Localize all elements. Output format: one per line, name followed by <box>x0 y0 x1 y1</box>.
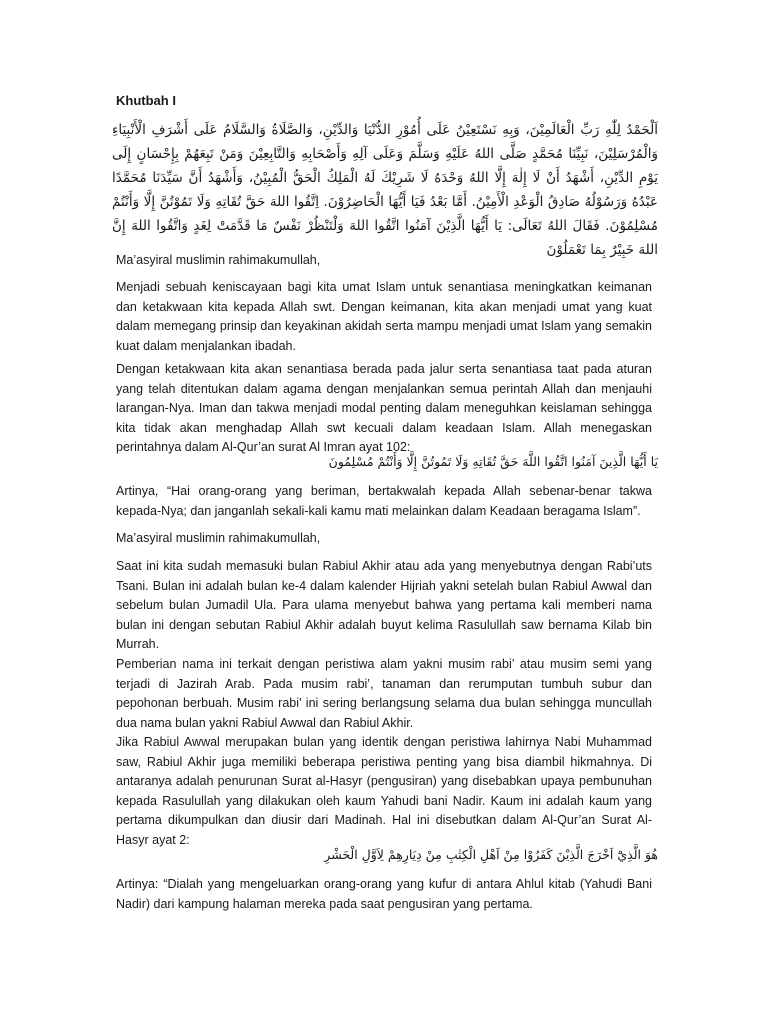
arabic-verse-al-hasyr-2: هُوَ الَّذِيْٓ اَخْرَجَ الَّذِيْنَ كَفَرُوْا مِنْ اَهْلِ الْكِتٰبِ مِنْ دِيَارِهِمْ لِاَوَّلِ الْحَشْرِ <box>324 847 658 862</box>
greeting-paragraph-1: Ma’asyiral muslimin rahimakumullah, <box>116 253 321 267</box>
arabic-opening-text: اَلْحَمْدُ لِلّٰهِ رَبِّ الْعَالَمِيْنَ، وَبِهِ نَسْتَعِيْنُ عَلَى أُمُوْرِ الدُّنْيَا وَالدِّيْنِ، وَالصَّلَاةُ وَالسَّلَامُ عَلَى أَشْرَفِ الْأَنْبِيَاءِ وَالْمُرْسَلِيْنَ، نَبِيِّنَا مُحَمَّدٍ صَلَّى اللهُ عَلَيْهِ وَسَلَّمَ وَعَلَى آلِهِ وَأَصْحَابِهِ وَالتَّابِعِيْنَ وَمَنْ تَبِعَهُمْ بِإِحْسَانٍ إِلَى يَوْمِ الدِّيْنِ، أَشْهَدُ أَنْ لَا إِلٰهَ إِلَّا اللهُ وَحْدَهُ لَا شَرِيْكَ لَهُ الْمَلِكُ الْحَقُّ الْمُبِيْنُ، وَأَشْهَدُ أَنَّ سَيِّدَنَا مُحَمَّدًا عَبْدُهُ وَرَسُوْلُهُ صَادِقُ الْوَعْدِ الْأَمِيْنُ. أَمَّا بَعْدُ فَيَا أَيُّهَا الْحَاضِرُوْنَ. اِتَّقُوا اللهَ حَقَّ تُقَاتِهِ وَلَا تَمُوْتُنَّ إِلَّا وَأَنْتُمْ مُسْلِمُوْنَ. فَقَالَ اللهُ تَعَالَى: يَا أَيُّهَا الَّذِيْنَ آمَنُوا اتَّقُوا اللهَ وَلْتَنْظُرْ نَفْسٌ مَا قَدَّمَتْ لِغَدٍ وَاتَّقُوا اللهَ إِنَّ اللهَ خَبِيْرٌ بِمَا تَعْمَلُوْنَ <box>112 122 658 258</box>
greeting-paragraph-2: Ma’asyiral muslimin rahimakumullah, <box>116 531 321 545</box>
arabic-verse-al-imran-102: يَا أَيُّهَا الَّذِينَ آمَنُوا اتَّقُوا اللَّهَ حَقَّ تُقَاتِهِ وَلَا تَمُوتُنَّ إِلَّا وَأَنْتُمْ مُسْلِمُونَ <box>328 454 658 469</box>
paragraph-translation-1: Artinya, “Hai orang-orang yang beriman, bertakwalah kepada Allah sebenar-benar takwa kepada-Nya; dan janganlah sekali-kali kamu mati melainkan dalam Keadaan beragama Islam”. <box>116 484 652 518</box>
paragraph-piety: Dengan ketakwaan kita akan senantiasa berada pada jalur serta senantiasa taat pada aturan yang telah ditentukan dalam agama dengan menjalankan semua perintah Allah dan menjauhi larangan-Nya. Iman dan takwa menjadi modal penting dalam meneguhkan keislaman sehingga kita tidak akan menghadap Allah swt kecuali dalam keadaan Islam. Allah menegaskan perintahnya dalam Al-Qur’an surat Al Imran ayat 102: <box>116 362 652 454</box>
paragraph-events: Jika Rabiul Awwal merupakan bulan yang identik dengan peristiwa lahirnya Nabi Muhammad saw, Rabiul Akhir juga memiliki beberapa peristiwa penting yang bisa diambil hikmahnya. Di antaranya adalah penurunan Surat al-Hasyr (pengusiran) yang disebabkan upaya pembunuhan kepada Rasulullah yang dilakukan oleh kaum Yahudi bani Nadir. Kaum ini adalah kaum yang pertama dikumpulkan dan diusir dari Madinah. Hal ini disebutkan dalam Al-Qur’an Surat Al-Hasyr ayat 2: <box>116 735 652 847</box>
paragraph-rabiul-akhir: Saat ini kita sudah memasuki bulan Rabiul Akhir atau ada yang menyebutnya dengan Rabi’uts Tsani. Bulan ini adalah bulan ke-4 dalam kalender Hijriah yakni setelah bulan Rabiul Awwal dan sebelum bulan Jumadil Ula. Para ulama menyebut bahwa yang pertama kali memberi nama bulan ini dengan sebutan Rabiul Akhir adalah buyut kelima Rasulullah saw bernama Kilab bin Murrah. <box>116 559 652 651</box>
paragraph-translation-2: Artinya: “Dialah yang mengeluarkan orang-orang yang kufur di antara Ahlul kitab (Yahudi Bani Nadir) dari kampung halaman mereka pada saat pengusiran yang pertama. <box>116 877 652 911</box>
khutbah-heading: Khutbah I <box>116 93 176 108</box>
paragraph-naming: Pemberian nama ini terkait dengan peristiwa alam yakni musim rabi’ atau musim semi yang terjadi di Jazirah Arab. Pada musim rabi’, tanaman dan rerumputan tumbuh subur dan pepohonan berbuah. Musim rabi’ ini sering berlangsung selama dua bulan sehingga muncullah dua nama bulan yakni Rabiul Awwal dan Rabiul Akhir. <box>116 657 652 730</box>
paragraph-faith: Menjadi sebuah keniscayaan bagi kita umat Islam untuk senantiasa meningkatkan keimanan dan ketakwaan kita kepada Allah swt. Dengan keimanan, kita akan menjadi umat yang kuat dalam memegang prinsip dan keyakinan akidah serta mampu menjadi umat Islam yang semakin kuat dalam menjalankan ibadah. <box>116 280 652 353</box>
